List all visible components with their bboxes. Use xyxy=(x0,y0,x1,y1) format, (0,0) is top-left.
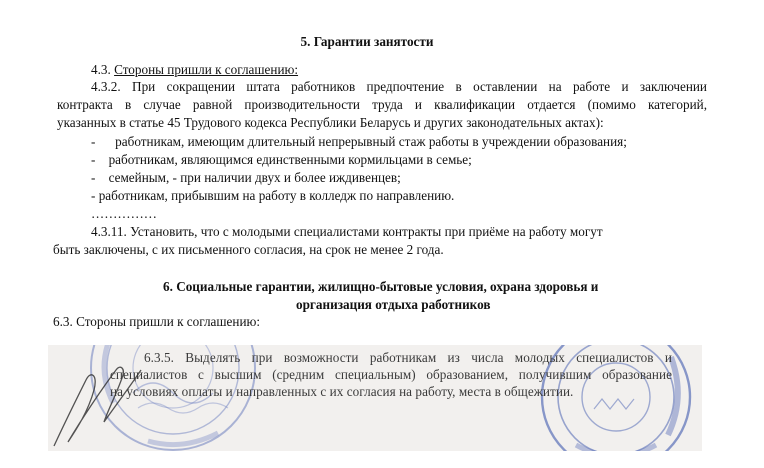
paragraph-6-3-5-line-3: на условиях оплаты и направленных с их согласия на работу, места в общежитии. xyxy=(110,384,574,399)
section-5-title: 5. Гарантии занятости xyxy=(300,34,434,49)
section-6-title-line-1: 6. Социальные гарантии, жилищно-бытовые условия, охрана здоровья и xyxy=(163,279,599,294)
list-item-4: - работникам, прибывшим на работу в колледж по направлению. xyxy=(91,188,455,203)
paragraph-4-3-2-line-1: 4.3.2. При сокращении штата работников предпочтение в оставлении на работе и заключении xyxy=(91,79,707,94)
list-item-1: - работникам, имеющим длительный непрерывный стаж работы в учреждении образования; xyxy=(91,134,627,149)
paragraph-4-3-2-line-3: указанных в статье 45 Трудового кодекса Республики Беларусь и других законодательных актах): xyxy=(57,115,604,130)
list-item-3: - семейным, - при наличии двух и более иждивенцев; xyxy=(91,170,401,185)
ellipsis-line: …………… xyxy=(91,206,157,221)
paragraph-4-3-number: 4.3. xyxy=(91,62,115,77)
scanned-excerpt xyxy=(48,345,702,451)
paragraph-4-3-11-line-2: быть заключены, с их письменного согласия, на срок не менее 2 года. xyxy=(53,242,444,257)
paragraph-6-3: 6.3. Стороны пришли к соглашению: xyxy=(53,314,261,329)
paragraph-4-3-11-line-1: 4.3.11. Установить, что с молодыми специалистами контракты при приёме на работу могут xyxy=(91,224,603,239)
paragraph-4-3-text: Стороны пришли к соглашению: xyxy=(114,62,299,77)
paragraph-4-3-2-line-2: контракта в случае равной производительности труда и квалификации отдается (помимо категорий, xyxy=(57,97,707,112)
paragraph-4-3 xyxy=(91,61,298,79)
paragraph-6-3-5-line-1: 6.3.5. Выделять при возможности работникам из числа молодых специалистов и xyxy=(144,350,672,365)
list-item-2: - работникам, являющимся единственными кормильцами в семье; xyxy=(91,152,472,167)
paragraph-6-3-5-line-2: специалистов с высшим (средним специальным) образованием, получившим образование xyxy=(110,367,672,382)
section-6-title-line-2: организация отдыха работников xyxy=(296,297,491,312)
signature-icon xyxy=(48,350,156,450)
